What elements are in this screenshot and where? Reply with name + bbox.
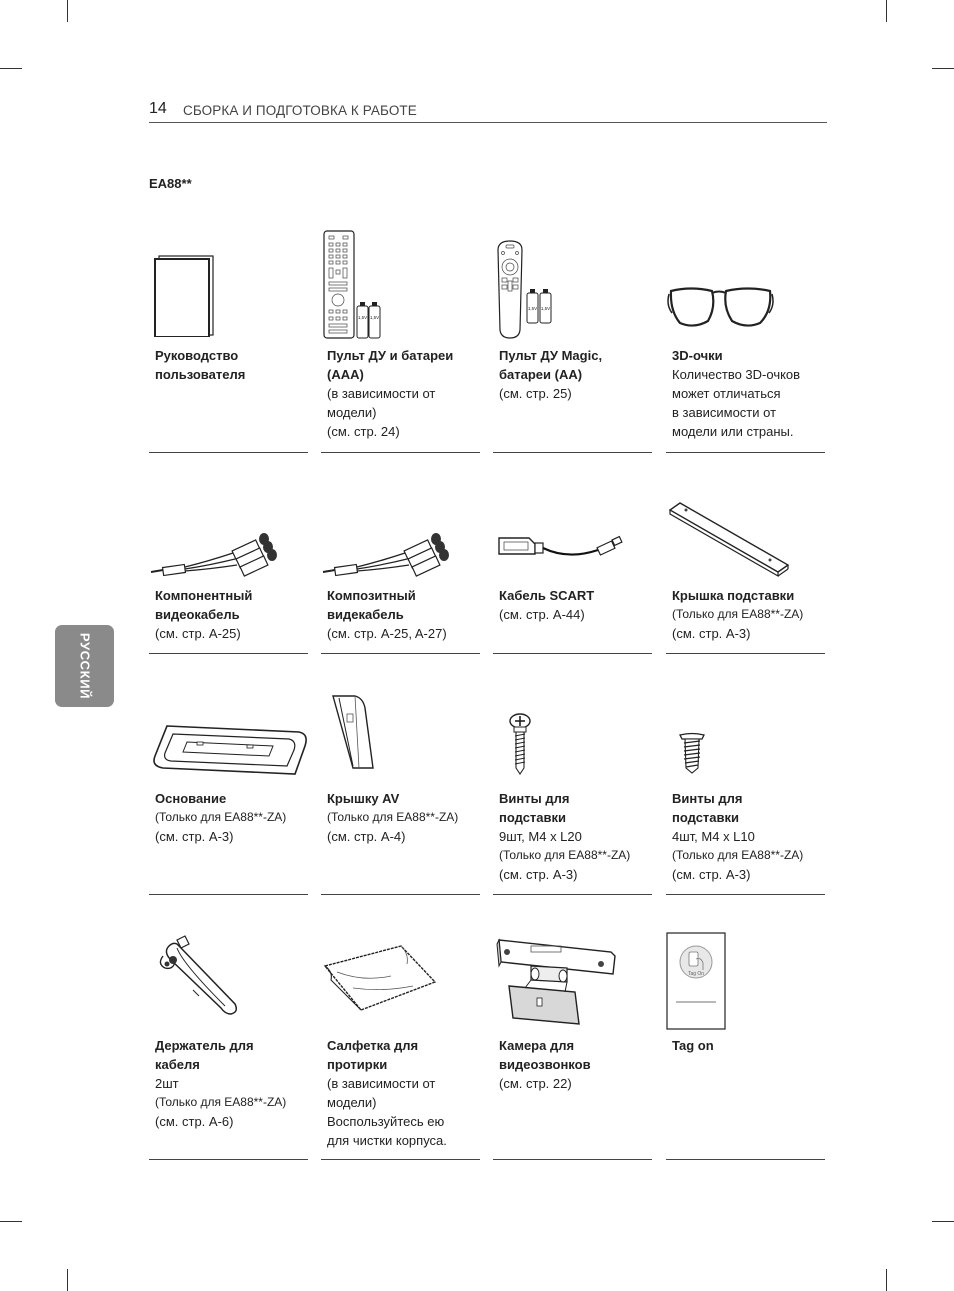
item-text: [672, 586, 832, 643]
item-title: Основание: [155, 791, 227, 806]
tag-on-label: Tag On: [687, 971, 705, 977]
page-number: 14: [149, 100, 167, 117]
item-title: Винты для подставки: [672, 791, 743, 825]
battery-label: 1,5V: [527, 306, 538, 311]
item-title: Компонентный видеокабель: [155, 588, 253, 622]
item-title: Крышка подставки: [672, 588, 795, 603]
item-line: (см. стр. A-44): [499, 607, 585, 622]
item-line: (см. стр. A-6): [155, 1114, 234, 1129]
remote-control-icon: [321, 230, 401, 340]
item-text: [327, 586, 487, 643]
item-line: (Только для EA88**-ZA): [672, 607, 804, 621]
item-line: может отличаться: [672, 386, 781, 401]
item-line: 9шт, M4 x L20: [499, 829, 582, 844]
accessory-item: [321, 930, 480, 1160]
item-line: (см. стр. A-3): [672, 626, 751, 641]
item-line: (см. стр. A-4): [327, 829, 406, 844]
item-title: Держатель для кабеля: [155, 1038, 254, 1072]
item-line: в зависимости от: [672, 405, 777, 420]
stand-base-icon: [149, 720, 309, 780]
accessory-item: [666, 500, 825, 654]
crop-mark: [67, 0, 68, 22]
crop-mark: [932, 68, 954, 69]
item-title: Салфетка для протирки: [327, 1038, 419, 1072]
item-text: [155, 586, 315, 643]
item-line: (Только для EA88**-ZA): [327, 810, 459, 824]
language-tab-label: РУССКИЙ: [77, 632, 92, 700]
item-line: (см. стр. A-25): [155, 626, 241, 641]
item-title: Руководство пользователя: [155, 348, 246, 382]
scart-cable-icon: [493, 530, 633, 570]
item-title: Камера для видеозвонков: [499, 1038, 591, 1072]
item-text: [499, 1036, 659, 1093]
item-line: (см. стр. 24): [327, 424, 400, 439]
item-text: [672, 789, 832, 884]
language-tab: [55, 625, 114, 707]
item-title: Композитный видекабель: [327, 588, 416, 622]
accessory-item: [666, 930, 825, 1160]
accessory-item: [321, 500, 480, 654]
item-text: [155, 346, 315, 384]
item-line: 2шт: [155, 1076, 179, 1091]
item-line: (см. стр. A-3): [499, 867, 578, 882]
item-line: модели или страны.: [672, 424, 794, 439]
accessory-item: [149, 700, 308, 895]
av-cover-icon: [329, 694, 379, 774]
item-title: Крышку AV: [327, 791, 400, 806]
item-line: модели): [327, 405, 377, 420]
item-text: [672, 346, 832, 441]
accessory-item: [666, 230, 825, 453]
accessory-item: [321, 700, 480, 895]
accessory-item: [493, 500, 652, 654]
crop-mark: [886, 1269, 887, 1291]
item-title: Tag on: [672, 1038, 714, 1053]
section-title: СБОРКА И ПОДГОТОВКА К РАБОТЕ: [183, 103, 417, 118]
component-cable-icon: [149, 525, 289, 580]
screw-long-icon: [507, 712, 533, 776]
accessory-item: [321, 230, 480, 453]
manual-icon: [153, 255, 215, 337]
accessory-item: [666, 700, 825, 895]
crop-mark: [886, 0, 887, 22]
stand-cover-icon: [666, 500, 791, 578]
model-label: EA88**: [149, 176, 192, 191]
crop-mark: [0, 1221, 22, 1222]
item-text: [327, 1036, 487, 1150]
item-text: [155, 789, 315, 846]
accessory-item: [149, 930, 308, 1160]
item-line: модели): [327, 1095, 377, 1110]
crop-mark: [932, 1221, 954, 1222]
item-title: Винты для подставки: [499, 791, 570, 825]
item-line: (см. стр. 25): [499, 386, 572, 401]
item-line: (Только для EA88**-ZA): [155, 1095, 287, 1109]
accessory-item: [493, 700, 652, 895]
item-line: (см. стр. A-25, A-27): [327, 626, 447, 641]
page-header: [149, 100, 827, 123]
item-text: [327, 346, 487, 441]
video-camera-icon: [495, 936, 620, 1028]
cable-holder-icon: [155, 934, 245, 1016]
item-text: [672, 1036, 832, 1055]
3d-glasses-icon: [666, 285, 776, 335]
item-text: [155, 1036, 315, 1131]
tag-on-icon: [666, 932, 728, 1032]
magic-remote-icon: [493, 240, 563, 340]
item-line: (Только для EA88**-ZA): [155, 810, 287, 824]
accessory-item: [493, 230, 652, 453]
item-line: Воспользуйтесь ею: [327, 1114, 445, 1129]
item-line: (см. стр. 22): [499, 1076, 572, 1091]
item-line: (в зависимости от: [327, 386, 436, 401]
item-title: Пульт ДУ и батареи (AAA): [327, 348, 454, 382]
crop-mark: [0, 68, 22, 69]
item-text: [327, 789, 487, 846]
item-line: для чистки корпуса.: [327, 1133, 447, 1148]
item-line: (см. стр. A-3): [155, 829, 234, 844]
cleaning-cloth-icon: [323, 942, 443, 1014]
accessory-item: [493, 930, 652, 1160]
item-text: [499, 789, 659, 884]
accessory-item: [149, 230, 308, 453]
item-title: 3D-очки: [672, 348, 723, 363]
item-line: Количество 3D-очков: [672, 367, 801, 382]
item-line: (Только для EA88**-ZA): [672, 848, 804, 862]
item-text: [499, 586, 659, 624]
item-title: Пульт ДУ Magic, батареи (AA): [499, 348, 603, 382]
item-title: Кабель SCART: [499, 588, 595, 603]
screw-short-icon: [678, 732, 706, 774]
crop-mark: [67, 1269, 68, 1291]
accessory-item: [149, 500, 308, 654]
item-line: 4шт, M4 x L10: [672, 829, 755, 844]
item-line: (см. стр. A-3): [672, 867, 751, 882]
battery-label: 1,5V: [369, 315, 380, 320]
item-line: (Только для EA88**-ZA): [499, 848, 631, 862]
battery-label: 1,5V: [540, 306, 551, 311]
item-line: (в зависимости от: [327, 1076, 436, 1091]
item-text: [499, 346, 659, 403]
composite-cable-icon: [321, 525, 461, 580]
battery-label: 1,5V: [357, 315, 368, 320]
